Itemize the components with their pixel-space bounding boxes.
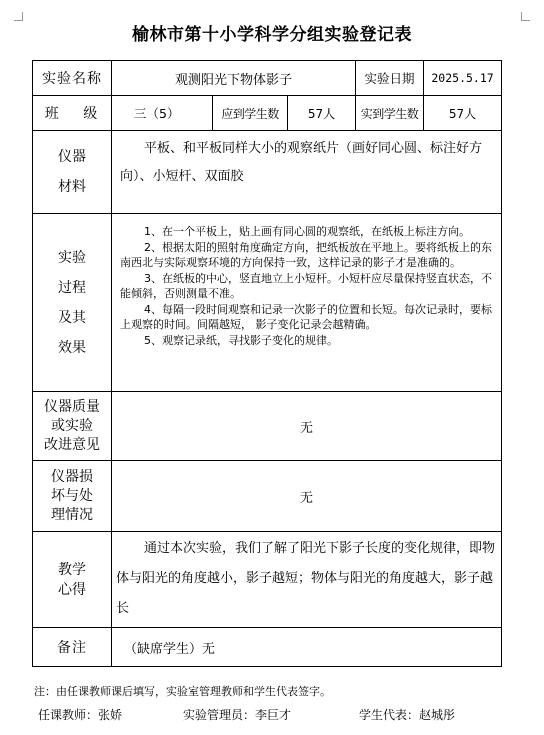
quality-label-line-1: 仪器质量: [44, 398, 100, 415]
reflection-text: 通过本次实验，我们了解了阳光下影子长度的变化规律，即物体与阳光的角度越小，影子越短；物体与阳光的角度越大，影子越长: [112, 532, 502, 628]
process-step-4: 4、每隔一段时间观察和记录一次影子的位置和长短。每次记录时，要标上观察的时间。间隔越短， 影子变化记录会越精确。: [120, 302, 492, 331]
row-materials: [33, 131, 502, 214]
process-step-5: 5、观察记录纸，寻找影子变化的规律。: [144, 333, 338, 347]
damage-label: [33, 461, 112, 532]
materials-label-line-1: 仪器: [58, 149, 86, 165]
materials-label: [33, 131, 112, 214]
process-label-line-3: 及其: [58, 309, 86, 326]
row-remarks: [33, 628, 502, 667]
quality-label-line-2: 或实验: [51, 417, 93, 434]
damage-label-line-2: 坏与处: [51, 487, 93, 504]
quality-value: 无: [112, 392, 502, 461]
quality-label: [33, 392, 112, 461]
damage-value: 无: [112, 461, 502, 532]
footer-note: 注：由任课教师课后填写，实验室管理教师和学生代表签字。: [34, 685, 331, 698]
materials-label-line-2: 材料: [58, 179, 86, 195]
row-quality: [33, 392, 502, 461]
class-value: 三（5）: [112, 96, 213, 131]
row-process: [33, 214, 502, 392]
process-label: [33, 214, 112, 392]
process-label-line-2: 过程: [58, 279, 86, 296]
process-step-3: 3、在纸板的中心，竖直地立上小短杆。小短杆应尽量保持竖直状态，不能倾斜，否则测量不准。: [120, 271, 492, 300]
class-label: 班 级: [33, 96, 112, 131]
expected-students-label: 应到学生数: [213, 96, 288, 131]
remarks-value: （缺席学生）无: [112, 628, 502, 667]
row-damage: [33, 461, 502, 532]
experiment-name-value: 观测阳光下物体影子: [112, 61, 356, 96]
expected-students-value: 57人: [288, 96, 356, 131]
experiment-date-value: 2025.5.17: [424, 61, 502, 96]
actual-students-value: 57人: [424, 96, 502, 131]
process-label-line-1: 实验: [58, 249, 86, 266]
process-step-2: 2、根据太阳的照射角度确定方向，把纸板放在平地上。要将纸板上的东南西北与实际观察环境的方向保持一致，这样记录的影子才是准确的。: [120, 240, 492, 269]
materials-text: 平板、和平板同样大小的观察纸片（画好同心圆、标注好方向）、小短杆、双面胶: [112, 131, 502, 214]
damage-label-line-1: 仪器损: [51, 468, 93, 485]
process-step-1: 1、在一个平板上，贴上画有同心圆的观察纸，在纸板上标注方向。: [144, 225, 470, 238]
reflection-label: [33, 532, 112, 628]
student-rep-signature: 学生代表：赵城彤: [359, 708, 456, 722]
row-experiment-name: [33, 61, 502, 96]
remarks-label: 备注: [33, 628, 112, 667]
experiment-date-label: 实验日期: [356, 61, 424, 96]
reflection-label-line-1: 教学: [58, 561, 86, 578]
experiment-record-table: [32, 60, 502, 667]
process-label-line-4: 效果: [58, 339, 86, 356]
actual-students-label: 实到学生数: [356, 96, 424, 131]
row-class: [33, 96, 502, 131]
row-reflection: [33, 532, 502, 628]
admin-signature: 实验管理员：李巨才: [183, 708, 292, 722]
page-title: 榆林市第十小学科学分组实验登记表: [132, 25, 412, 45]
process-text: [112, 214, 502, 392]
experiment-name-label: 实验名称: [33, 61, 112, 96]
damage-label-line-3: 理情况: [51, 506, 93, 523]
teacher-signature: 任课教师：张娇: [38, 708, 123, 722]
reflection-label-line-2: 心得: [58, 581, 86, 598]
quality-label-line-3: 改进意见: [44, 436, 100, 453]
